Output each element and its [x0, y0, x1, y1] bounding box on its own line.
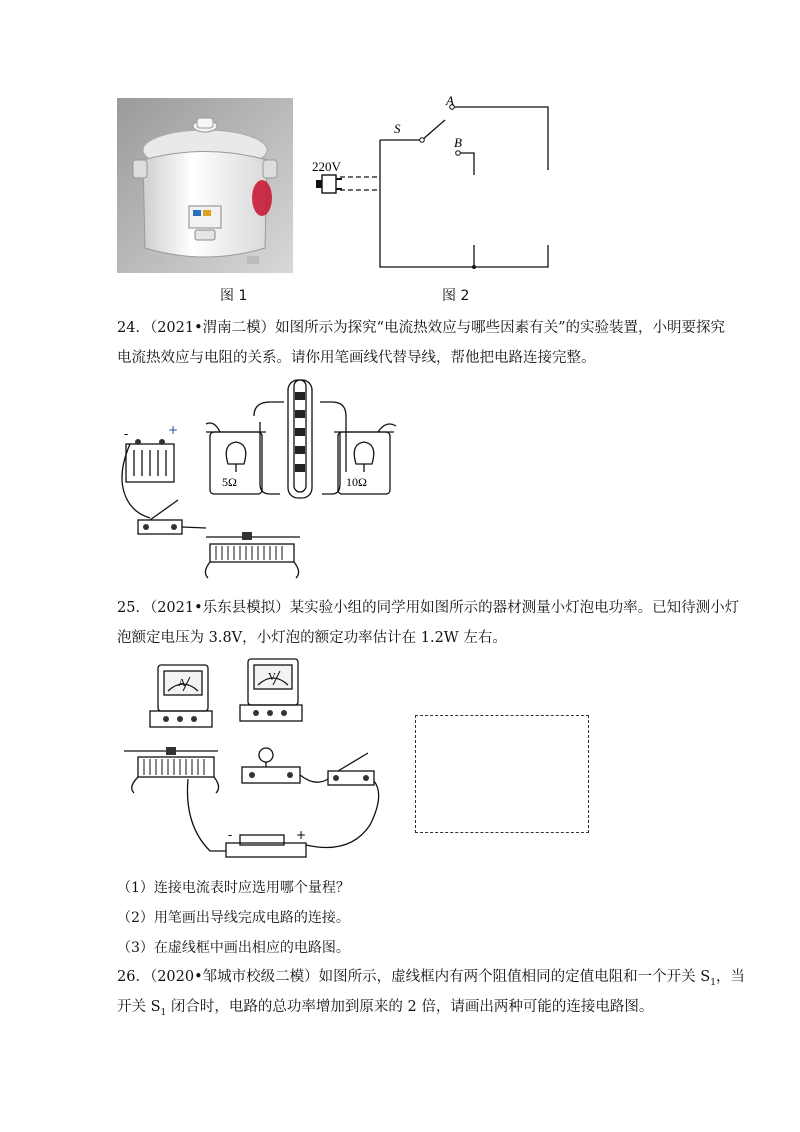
battery-plus-label: +	[296, 828, 307, 842]
question-25-line-1: 25．（2021•乐东县模拟）某实验小组的同学用如图所示的器材测量小灯泡电功率。已知待测小灯	[117, 600, 740, 616]
ammeter-label: A	[178, 677, 186, 689]
question-26-line-1-end: ，当	[715, 969, 745, 985]
resistor-label-5-ohm: 5Ω	[222, 475, 237, 489]
battery-minus-label: -	[124, 427, 129, 441]
figure-2-circuit	[300, 95, 560, 280]
contact-label-a: A	[446, 93, 454, 108]
voltmeter-label: V	[268, 671, 276, 683]
voltage-label: 220V	[312, 159, 341, 174]
figure-1-rice-cooker	[117, 98, 293, 273]
question-26-line-1	[117, 967, 745, 993]
circuit-diagram-dashed-box	[415, 715, 589, 833]
heating-effect-apparatus	[110, 372, 400, 582]
question-25-line-2: 泡额定电压为 3.8V，小灯泡的额定功率估计在 1.2W 左右。	[117, 630, 507, 646]
battery-minus-label: -	[228, 828, 233, 842]
resistor-label-10-ohm: 10Ω	[346, 475, 367, 489]
question-24-line-2: 电流热效应与电阻的关系。请你用笔画线代替导线，帮他把电路连接完整。	[117, 350, 596, 366]
question-25-sub-1: （1）连接电流表时应选用哪个量程？	[117, 880, 350, 896]
question-26-line-2-start: 开关 S	[117, 999, 161, 1015]
question-26-line-2-text: 闭合时，电路的总功率增加到原来的 2 倍，请画出两种可能的连接电路图。	[166, 999, 654, 1015]
question-26-line-1-subscript: 1	[710, 977, 716, 988]
battery-plus-label: +	[168, 423, 179, 437]
question-25-sub-3: （3）在虚线框中画出相应的电路图。	[117, 940, 350, 956]
question-25-sub-2: （2）用笔画出导线完成电路的连接。	[117, 910, 350, 926]
question-24-apparatus	[110, 372, 400, 582]
power-measurement-apparatus	[110, 655, 400, 865]
switch-label-s: S	[394, 121, 401, 136]
figure-2-caption: 图 2	[442, 288, 470, 304]
question-24-line-1: 24．（2021•渭南二模）如图所示为探究“电流热效应与哪些因素有关”的实验装置，小明要探究	[117, 320, 725, 336]
figure-1-caption: 图 1	[220, 288, 248, 304]
question-26-line-2	[117, 997, 653, 1023]
question-25-apparatus	[110, 655, 400, 865]
contact-label-b: B	[454, 135, 462, 150]
question-26-line-2-subscript: 1	[160, 1007, 167, 1018]
rice-cooker-illustration	[117, 98, 293, 273]
question-26-line-1-text: 26．（2020•邹城市校级二模）如图所示，虚线框内有两个阻值相同的定值电阻和一个开关 S	[117, 969, 711, 985]
switch-circuit-diagram	[300, 95, 560, 280]
